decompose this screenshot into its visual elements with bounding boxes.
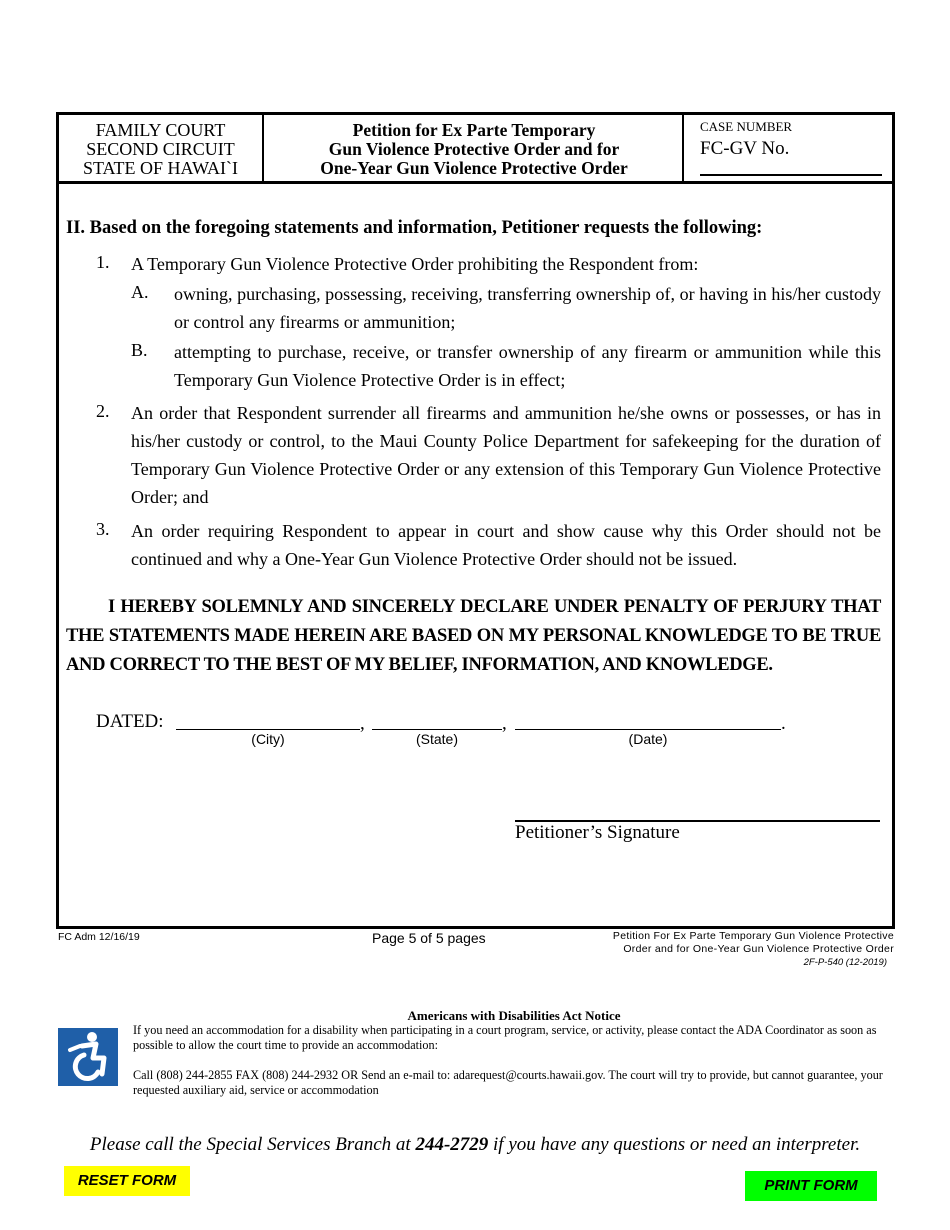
page-number: Page 5 of 5 pages xyxy=(372,930,486,946)
item-text: An order requiring Respondent to appear in court and show cause why this Order should not be continued and why a One-Year Gun Violence Protective Order should not be issued. xyxy=(131,521,881,569)
city-caption: (City) xyxy=(251,731,285,747)
ada-heading: Americans with Disabilities Act Notice xyxy=(407,1008,621,1023)
subitem-text: attempting to purchase, receive, or transfer ownership of any firearm or ammunition while this Temporary Gun Violence Protective Order is in effect; xyxy=(174,342,881,390)
footer-title-line: Order and for One-Year Gun Violence Protective Order xyxy=(623,943,894,955)
print-form-button[interactable]: PRINT FORM xyxy=(745,1171,877,1201)
ada-paragraph: If you need an accommodation for a disability when participating in a court program, service, or activity, please contact the ADA Coordinator as soon as possible to allow the court time to provide an accommodation: xyxy=(133,1023,877,1052)
item-number: 3. xyxy=(96,519,110,539)
date-caption: (Date) xyxy=(628,731,668,747)
comma: , xyxy=(360,713,365,734)
footer-title-line: Petition For Ex Parte Temporary Gun Violence Protective xyxy=(612,930,894,942)
section-heading: II. Based on the foregoing statements and information, Petitioner requests the following: xyxy=(66,218,763,238)
court-line: STATE OF HAWAI`I xyxy=(82,158,239,178)
reset-form-button[interactable]: RESET FORM xyxy=(64,1166,190,1196)
ada-contact-paragraph: Call (808) 244-2855 FAX (808) 244-2932 OR Send an e-mail to: adarequest@courts.hawaii.gov. The court will try to provide, but cannot guarantee, your requested auxiliary aid, service or accommodation xyxy=(133,1068,883,1097)
city-field[interactable] xyxy=(176,729,360,730)
case-number-field[interactable] xyxy=(700,174,882,176)
form-revision: FC Adm 12/16/19 xyxy=(58,931,140,943)
dated-label: DATED: xyxy=(96,711,164,732)
footer-form-title xyxy=(594,930,894,956)
special-services-text: Please call the Special Services Branch at xyxy=(89,1134,416,1155)
state-caption: (State) xyxy=(415,731,458,747)
period: . xyxy=(781,713,786,734)
form-title xyxy=(266,115,684,181)
accessibility-icon xyxy=(58,1028,118,1086)
case-number-block xyxy=(686,115,892,181)
item-number: 1. xyxy=(96,252,110,272)
form-header xyxy=(59,115,892,184)
state-field[interactable] xyxy=(372,729,502,730)
title-line: One-Year Gun Violence Protective Order xyxy=(320,158,628,178)
item-number: 2. xyxy=(96,401,110,421)
special-services-notice xyxy=(0,1134,950,1156)
subitem-text: owning, purchasing, possessing, receiving, transferring ownership of, or having in his/her custody or control any firearms or ammunition; xyxy=(174,284,881,332)
court-line: FAMILY COURT xyxy=(95,120,226,140)
special-services-phone: 244-2729 xyxy=(415,1134,489,1155)
subitem-letter: A. xyxy=(131,282,149,302)
case-number-prefix: FC-GV No. xyxy=(700,138,790,159)
date-field[interactable] xyxy=(515,729,781,730)
subitem-letter: B. xyxy=(131,340,148,360)
court-name-block xyxy=(59,115,264,181)
case-number-label: CASE NUMBER xyxy=(700,119,793,134)
item-text: A Temporary Gun Violence Protective Order prohibiting the Respondent from: xyxy=(131,254,699,274)
item-text: An order that Respondent surrender all firearms and ammunition he/she owns or possesses, or has in his/her custody or control, to the Maui County Police Department for safekeeping for the duration of Temporary Gun Violence Protective Order or any extension of this Temporary Gun Violence Protective Order; and xyxy=(131,403,881,507)
form-code: 2F-P-540 (12-2019) xyxy=(803,957,887,968)
perjury-declaration: I HEREBY SOLEMNLY AND SINCERELY DECLARE UNDER PENALTY OF PERJURY THAT THE STATEMENTS MADE HEREIN ARE BASED ON MY PERSONAL KNOWLEDGE TO BE TRUE AND CORRECT TO THE BEST OF MY BELIEF, INFORMATION, AND KNOWLEDGE. xyxy=(66,597,881,675)
title-line: Petition for Ex Parte Temporary xyxy=(352,120,596,140)
signature-label: Petitioner’s Signature xyxy=(515,822,680,843)
comma: , xyxy=(502,713,507,734)
court-line: SECOND CIRCUIT xyxy=(86,139,235,159)
title-line: Gun Violence Protective Order and for xyxy=(328,139,620,159)
special-services-text: if you have any questions or need an interpreter. xyxy=(488,1134,861,1155)
